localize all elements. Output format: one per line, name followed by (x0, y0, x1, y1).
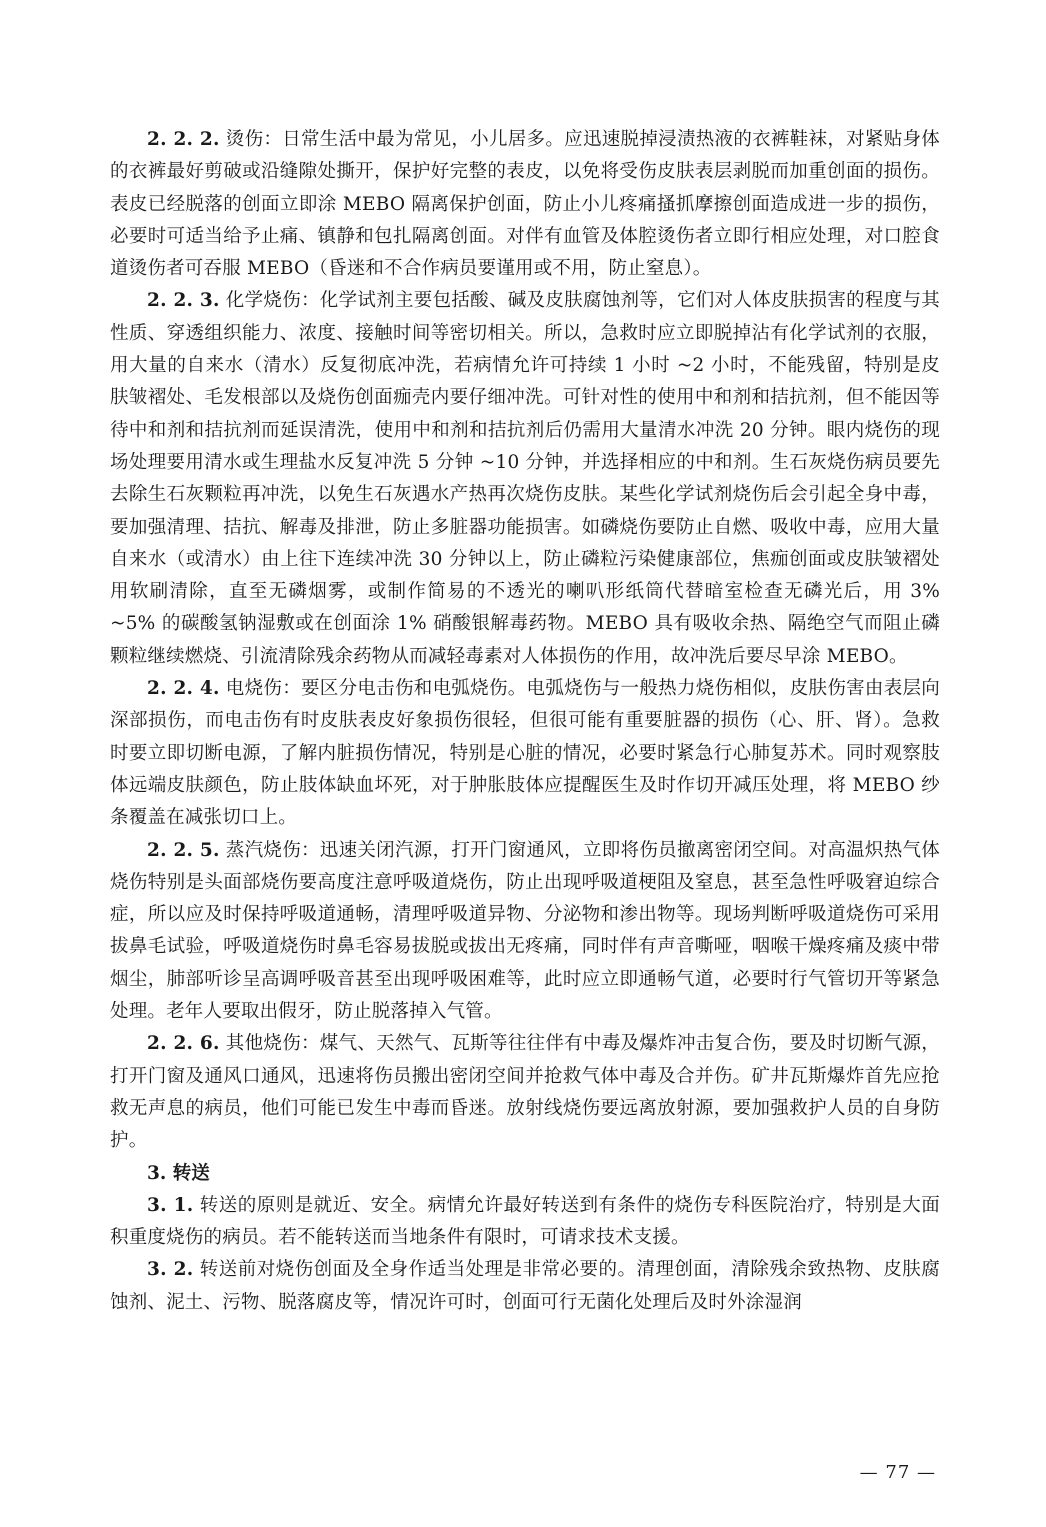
paragraph-text: 蒸汽烧伤：迅速关闭汽源，打开门窗通风，立即将伤员撤离密闭空间。对高温炽热气体烧伤特别是头面部烧伤要高度注意呼吸道烧伤，防止出现呼吸道梗阻及窒息，甚至急性呼吸窘迫综合症，所以应及时保持呼吸道通畅，清理呼吸道异物、分泌物和渗出物等。现场判断呼吸道烧伤可采用拔鼻毛试验，呼吸道烧伤时鼻毛容易拔脱或拔出无疼痛，同时伴有声音嘶哑，咽喉干燥疼痛及痰中带烟尘，肺部听诊呈高调呼吸音甚至出现呼吸困难等，此时应立即通畅气道，必要时行气管切开等紧急处理。老年人要取出假牙，防止脱落掉入气管。 (110, 839, 941, 1023)
paragraph-text: 其他烧伤：煤气、天然气、瓦斯等往往伴有中毒及爆炸冲击复合伤，要及时切断气源，打开门窗及通风口通风，迅速将伤员搬出密闭空间并抢救气体中毒及合并伤。矿井瓦斯爆炸首先应抢救无声息的病员，他们可能已发生中毒而昏迷。放射线烧伤要远离放射源，要加强救护人员的自身防护。 (110, 1033, 941, 1152)
paragraph-number: 2. 2. 4. (147, 678, 220, 700)
paragraph-number: 3. 2. (147, 1259, 194, 1281)
paragraph-number: 2. 2. 3. (147, 290, 220, 312)
paragraph-number: 2. 2. 5. (147, 839, 220, 861)
page-number: — 77 — (859, 1462, 936, 1483)
paragraph-text: 转送的原则是就近、安全。病情允许最好转送到有条件的烧伤专科医院治疗，特别是大面积重度烧伤的病员。若不能转送而当地条件有限时，可请求技术支援。 (110, 1194, 940, 1249)
paragraph-scald-burn (110, 124, 940, 285)
paragraph-number: 2. 2. 6. (147, 1033, 220, 1055)
paragraph-chemical-burn (110, 285, 940, 673)
paragraph-transfer-principle (110, 1190, 940, 1255)
section-heading-transfer: 3. 转送 (147, 1162, 210, 1184)
paragraph-text: 转送前对烧伤创面及全身作适当处理是非常必要的。清理创面，清除残余致热物、皮肤腐蚀剂、泥土、污物、脱落腐皮等，情况许可时，创面可行无菌化处理后及时外涂湿润 (110, 1259, 940, 1313)
paragraph-pre-transfer-treatment (110, 1254, 940, 1319)
document-body (110, 124, 940, 1319)
paragraph-text: 电烧伤：要区分电击伤和电弧烧伤。电弧烧伤与一般热力烧伤相似，皮肤伤害由表层向深部损伤，而电击伤有时皮肤表皮好象损伤很轻，但很可能有重要脏器的损伤（心、肝、肾）。急救时要立即切断电源，了解内脏损伤情况，特别是心脏的情况，必要时紧急行心肺复苏术。同时观察肢体远端皮肤颜色，防止肢体缺血坏死，对于肿胀肢体应提醒医生及时作切开减压处理，将 MEBO 纱条覆盖在减张切口上。 (110, 678, 941, 829)
paragraph-steam-burn (110, 835, 940, 1029)
paragraph-text: 烫伤：日常生活中最为常见，小儿居多。应迅速脱掉浸渍热液的衣裤鞋袜，对紧贴身体的衣裤最好剪破或沿缝隙处撕开，保护好完整的表皮，以免将受伤皮肤表层剥脱而加重创面的损伤。表皮已经脱落的创面立即涂 MEBO 隔离保护创面，防止小儿疼痛搔抓摩擦创面造成进一步的损伤，必要时可适当给予止痛、镇静和包扎隔离创面。对伴有血管及体腔烫伤者立即行相应处理，对口腔食道烫伤者可吞服 MEBO（昏迷和不合作病员要谨用或不用，防止窒息）。 (110, 129, 941, 280)
paragraph-number: 2. 2. 2. (147, 129, 220, 150)
paragraph-text: 化学烧伤：化学试剂主要包括酸、碱及皮肤腐蚀剂等，它们对人体皮肤损害的程度与其性质、穿透组织能力、浓度、接触时间等密切相关。所以，急救时应立即脱掉沾有化学试剂的衣服，用大量的自来水（清水）反复彻底冲洗，若病情允许可持续 1 小时 ~2 小时，不能残留，特别是皮肤皱褶处、毛发根部以及烧伤创面痂壳内要仔细冲洗。可针对性的使用中和剂和拮抗剂，但不能因等待中和剂和拮抗剂而延误清洗，使用中和剂和拮抗剂后仍需用大量清水冲洗 20 分钟。眼内烧伤的现场处理要用清水或生理盐水反复冲洗 5 分钟 ~10 分钟，并选择相应的中和剂。生石灰烧伤病员要先去除生石灰颗粒再冲洗，以免生石灰遇水产热再次烧伤皮肤。某些化学试剂烧伤后会引起全身中毒，要加强清理、拮抗、解毒及排泄，防止多脏器功能损害。如磷烧伤要防止自燃、吸收中毒，应用大量自来水（或清水）由上往下连续冲洗 30 分钟以上，防止磷粒污染健康部位，焦痂创面或皮肤皱褶处用软刷清除，直至无磷烟雾，或制作简易的不透光的喇叭形纸筒代替暗室检查无磷光后，用 3% ~5% 的碳酸氢钠湿敷或在创面涂 1% 硝酸银解毒药物。MEBO 具有吸收余热、隔绝空气而阻止磷颗粒继续燃烧、引流清除残余药物从而减轻毒素对人体损伤的作用，故冲洗后要尽早涂 MEBO。 (110, 290, 941, 667)
paragraph-number: 3. 1. (147, 1194, 194, 1216)
paragraph-electrical-burn (110, 673, 940, 834)
paragraph-other-burn (110, 1028, 940, 1157)
